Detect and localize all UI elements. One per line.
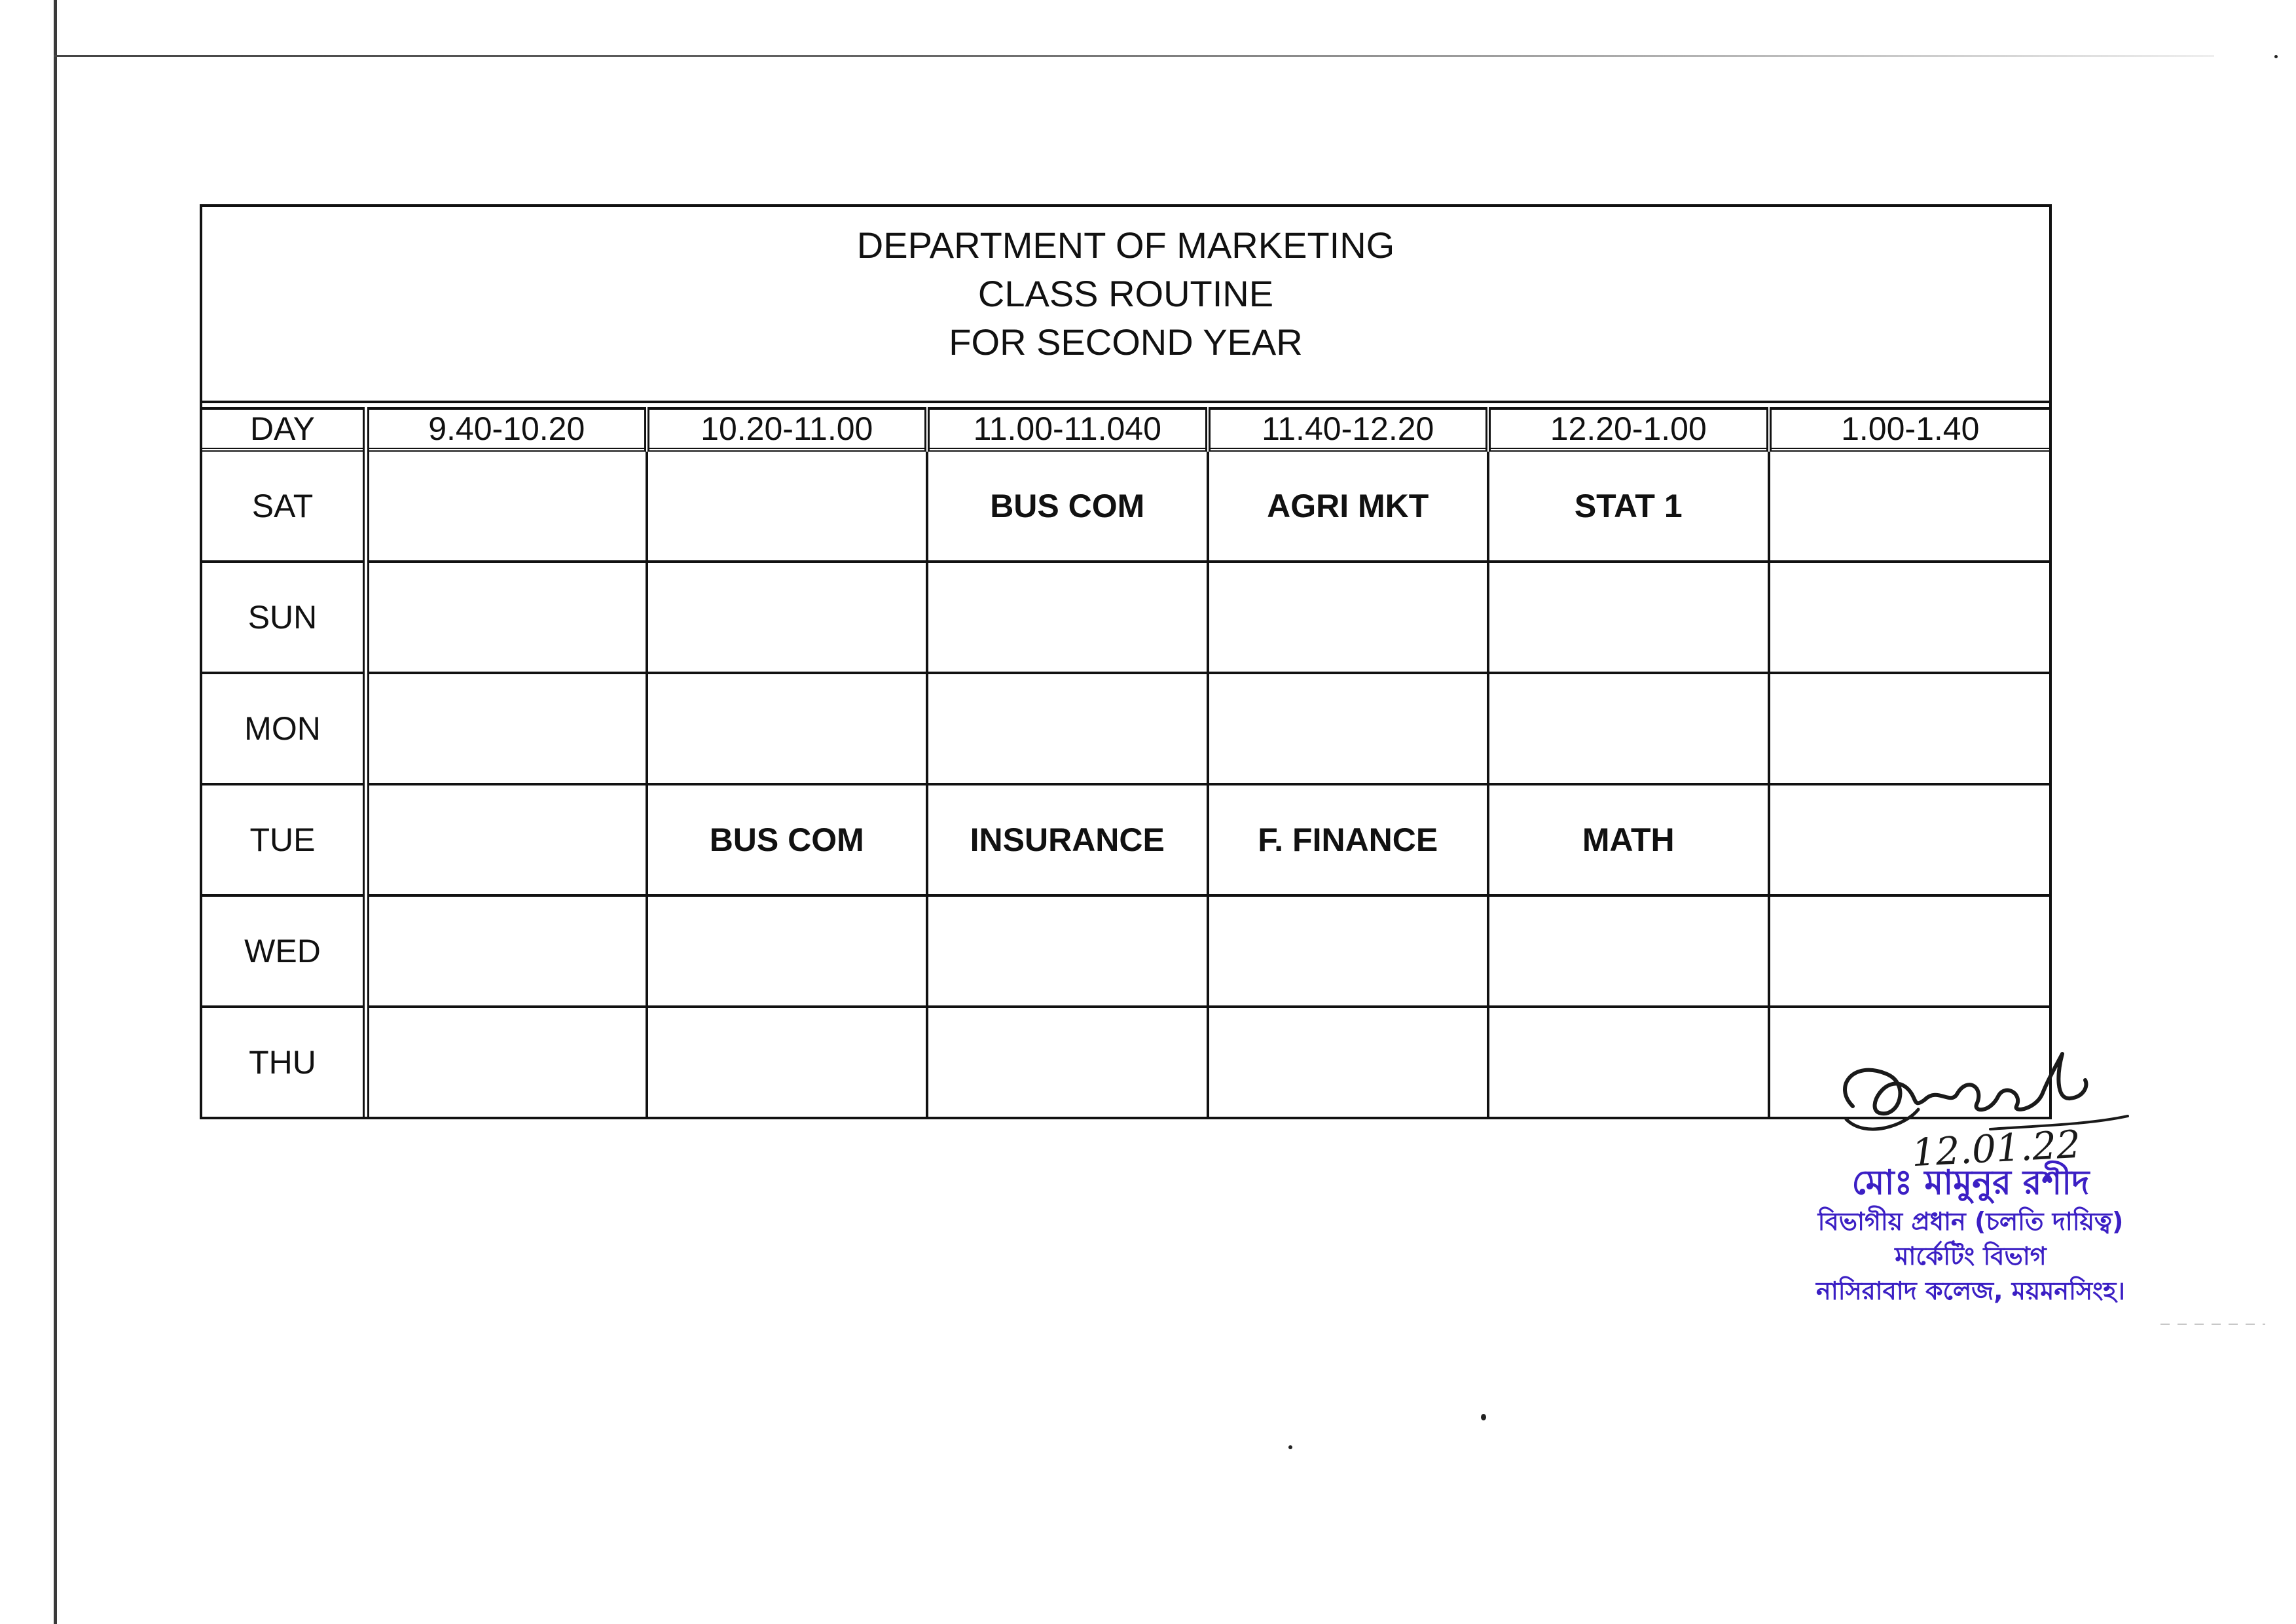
table-row xyxy=(202,1007,2049,1117)
subject-cell xyxy=(927,1007,1208,1117)
day-cell: SAT xyxy=(202,450,366,562)
class-routine-sheet xyxy=(200,204,2052,1119)
column-header: 11.00-11.040 xyxy=(927,408,1208,450)
year-title: FOR SECOND YEAR xyxy=(949,321,1303,363)
scan-top-line xyxy=(54,55,2214,57)
table-header-row xyxy=(202,408,2049,450)
subject-cell xyxy=(1769,450,2050,562)
subject-cell xyxy=(927,673,1208,784)
day-cell: MON xyxy=(202,673,366,784)
stamp-title: বিভাগীয় প্রধান (চলতি দায়িত্ব) xyxy=(1817,1207,2124,1236)
subject-cell: BUS COM xyxy=(647,784,928,895)
subject-cell xyxy=(366,895,647,1007)
column-header: 12.20-1.00 xyxy=(1488,408,1769,450)
stamp-name: মোঃ মামুনুর রশীদ xyxy=(1851,1163,2090,1202)
subject-cell: F. FINANCE xyxy=(1208,784,1489,895)
subject-cell xyxy=(1208,895,1489,1007)
department-title: DEPARTMENT OF MARKETING xyxy=(856,225,1395,266)
subject-cell xyxy=(1488,895,1769,1007)
column-header: 11.40-12.20 xyxy=(1208,408,1489,450)
subject-cell xyxy=(1208,1007,1489,1117)
stamp-department: মার্কেটিং বিভাগ xyxy=(1895,1242,2047,1271)
table-row xyxy=(202,450,2049,562)
day-cell: THU xyxy=(202,1007,366,1117)
subject-cell xyxy=(647,562,928,673)
subject-cell xyxy=(1769,562,2050,673)
column-header: 10.20-11.00 xyxy=(647,408,928,450)
scan-speck xyxy=(2274,55,2278,58)
subject-cell xyxy=(647,450,928,562)
subject-cell xyxy=(366,784,647,895)
subject-cell xyxy=(366,450,647,562)
column-header: 1.00-1.40 xyxy=(1769,408,2050,450)
subject-cell: INSURANCE xyxy=(927,784,1208,895)
subject-cell xyxy=(1488,1007,1769,1117)
signature-date: 12.01.22 xyxy=(1910,1121,2082,1176)
day-cell: SUN xyxy=(202,562,366,673)
table-row xyxy=(202,784,2049,895)
subject-cell: STAT 1 xyxy=(1488,450,1769,562)
table-row xyxy=(202,562,2049,673)
subject-cell: AGRI MKT xyxy=(1208,450,1489,562)
table-row xyxy=(202,673,2049,784)
day-cell: TUE xyxy=(202,784,366,895)
subject-cell xyxy=(647,673,928,784)
scan-speck xyxy=(1288,1445,1292,1449)
stamp-college: নাসিরাবাদ কলেজ, ময়মনসিংহ। xyxy=(1816,1276,2125,1305)
subject-cell xyxy=(1488,562,1769,673)
subject-cell xyxy=(1769,784,2050,895)
subject-cell xyxy=(366,1007,647,1117)
subject-cell xyxy=(927,895,1208,1007)
scan-left-edge xyxy=(54,0,57,1624)
subject-cell xyxy=(366,562,647,673)
subject-cell xyxy=(647,895,928,1007)
subject-cell xyxy=(1769,895,2050,1007)
subject-cell: MATH xyxy=(1488,784,1769,895)
table-row xyxy=(202,895,2049,1007)
column-header: 9.40-10.20 xyxy=(366,408,647,450)
subject-cell xyxy=(366,673,647,784)
subject-cell xyxy=(1208,673,1489,784)
routine-title: CLASS ROUTINE xyxy=(977,273,1274,314)
column-header: DAY xyxy=(202,408,366,450)
subject-cell: BUS COM xyxy=(927,450,1208,562)
official-stamp xyxy=(1794,1162,2147,1308)
subject-cell xyxy=(1208,562,1489,673)
routine-header xyxy=(202,207,2049,403)
subject-cell xyxy=(1488,673,1769,784)
scan-speck xyxy=(1481,1414,1486,1420)
scan-bottom-dash xyxy=(2160,1324,2265,1325)
routine-table xyxy=(202,407,2049,1117)
subject-cell xyxy=(647,1007,928,1117)
subject-cell xyxy=(1769,673,2050,784)
subject-cell xyxy=(927,562,1208,673)
day-cell: WED xyxy=(202,895,366,1007)
handwritten-signature xyxy=(1827,1047,2134,1178)
